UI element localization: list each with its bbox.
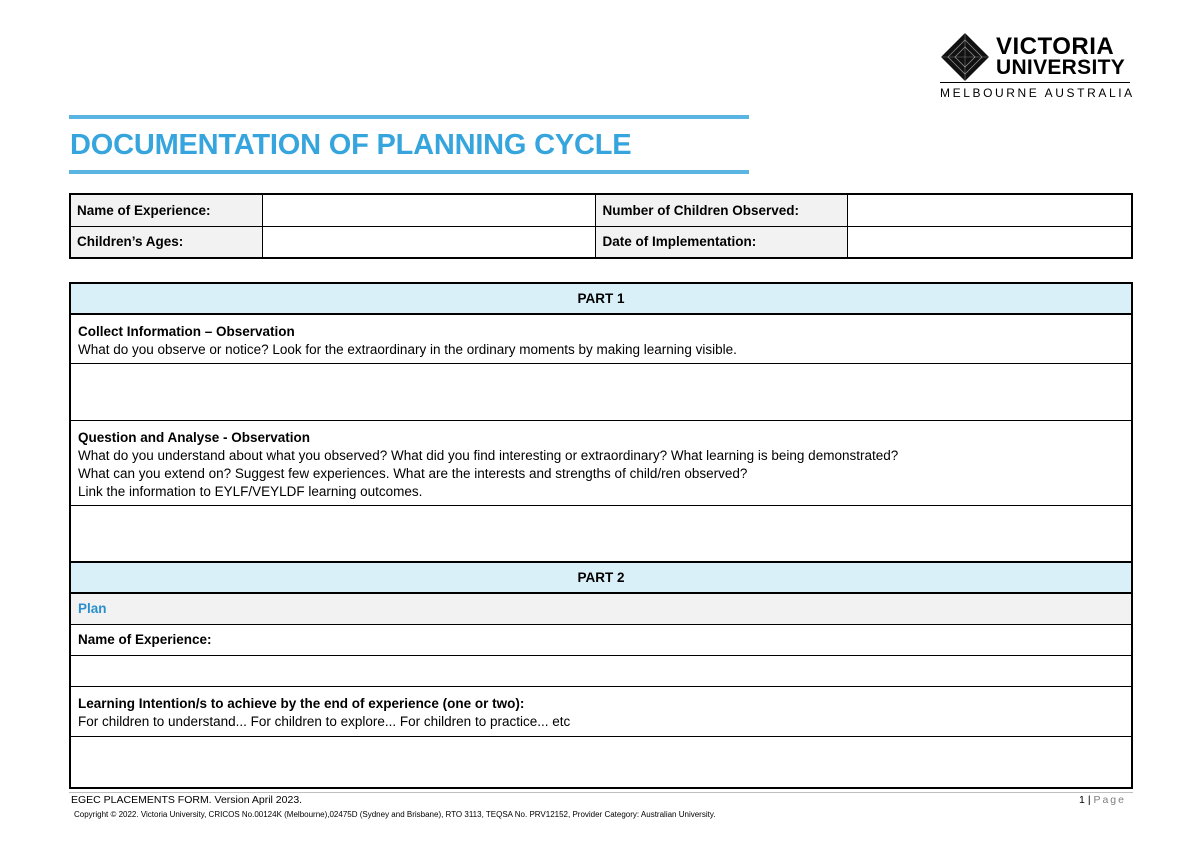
planning-cycle-table [69, 282, 1133, 789]
collect-info-heading: Collect Information – Observation [78, 324, 295, 339]
info-row-1 [70, 194, 1132, 226]
logo-word-university: UNIVERSITY [996, 56, 1126, 79]
title-banner [69, 115, 749, 174]
plan-label: Plan [70, 593, 1132, 624]
footer-divider [69, 792, 1133, 793]
info-row-2 [70, 226, 1132, 258]
question-analyse-answer-row [70, 505, 1132, 562]
university-logo [940, 30, 1135, 102]
question-analyse-line: What can you extend on? Suggest few experiences. What are the interests and strengths of child/ren observed? [78, 465, 748, 481]
question-analyse-line: Link the information to EYLF/VEYLDF learning outcomes. [78, 483, 423, 499]
page-number-value: 1 [1079, 794, 1085, 806]
collect-info-row [70, 314, 1132, 363]
question-analyse-answer-field[interactable] [70, 505, 1132, 562]
page-number [1079, 794, 1126, 806]
experience-info-table [69, 193, 1133, 259]
plan-name-row [70, 624, 1132, 655]
date-of-implementation-label: Date of Implementation: [596, 226, 848, 258]
plan-row [70, 593, 1132, 624]
plan-name-of-experience-label: Name of Experience: [70, 624, 1132, 655]
question-analyse-line: What do you understand about what you observed? What did you find interesting or extraordinary? What learning is being demonstrated? [78, 447, 899, 463]
date-of-implementation-field[interactable] [848, 226, 1132, 258]
learning-intention-text: For children to understand... For children to explore... For children to practice... etc [78, 713, 571, 729]
collect-info-answer-field[interactable] [70, 363, 1132, 420]
childrens-ages-field[interactable] [263, 226, 596, 258]
learning-intention-cell [70, 686, 1132, 736]
page-title: DOCUMENTATION OF PLANNING CYCLE [70, 129, 632, 161]
page-word: Page [1093, 794, 1126, 806]
learning-intention-heading: Learning Intention/s to achieve by the end of experience (one or two): [78, 695, 525, 711]
part2-header: PART 2 [70, 562, 1132, 593]
number-of-children-field[interactable] [848, 194, 1132, 226]
diamond-logo-icon [940, 32, 990, 82]
name-of-experience-field[interactable] [263, 194, 596, 226]
logo-word-victoria: VICTORIA [996, 33, 1115, 60]
part1-header-row [70, 283, 1132, 314]
learning-intention-answer-row [70, 736, 1132, 788]
footer-copyright: Copyright © 2022. Victoria University, CRICOS No.00124K (Melbourne),02475D (Sydney and Brisbane), RTO 3113, TEQSA No. PRV12152, Provider Category: Australian University. [74, 810, 716, 819]
page-number-separator: | [1087, 794, 1091, 806]
collect-info-cell [70, 314, 1132, 363]
plan-name-answer-row [70, 655, 1132, 686]
learning-intention-row [70, 686, 1132, 736]
collect-info-answer-row [70, 363, 1132, 420]
part1-header: PART 1 [70, 283, 1132, 314]
part2-header-row [70, 562, 1132, 593]
footer-form-label: EGEC PLACEMENTS FORM. Version April 2023. [71, 794, 303, 806]
collect-info-text: What do you observe or notice? Look for the extraordinary in the ordinary moments by making learning visible. [78, 342, 737, 357]
logo-divider [940, 82, 1130, 83]
number-of-children-label: Number of Children Observed: [596, 194, 848, 226]
logo-subtitle: MELBOURNE AUSTRALIA [940, 86, 1135, 100]
plan-name-of-experience-field[interactable] [70, 655, 1132, 686]
question-analyse-row [70, 420, 1132, 505]
question-analyse-heading: Question and Analyse - Observation [78, 429, 311, 445]
name-of-experience-label: Name of Experience: [70, 194, 263, 226]
childrens-ages-label: Children’s Ages: [70, 226, 263, 258]
learning-intention-answer-field[interactable] [70, 736, 1132, 788]
question-analyse-cell [70, 420, 1132, 505]
